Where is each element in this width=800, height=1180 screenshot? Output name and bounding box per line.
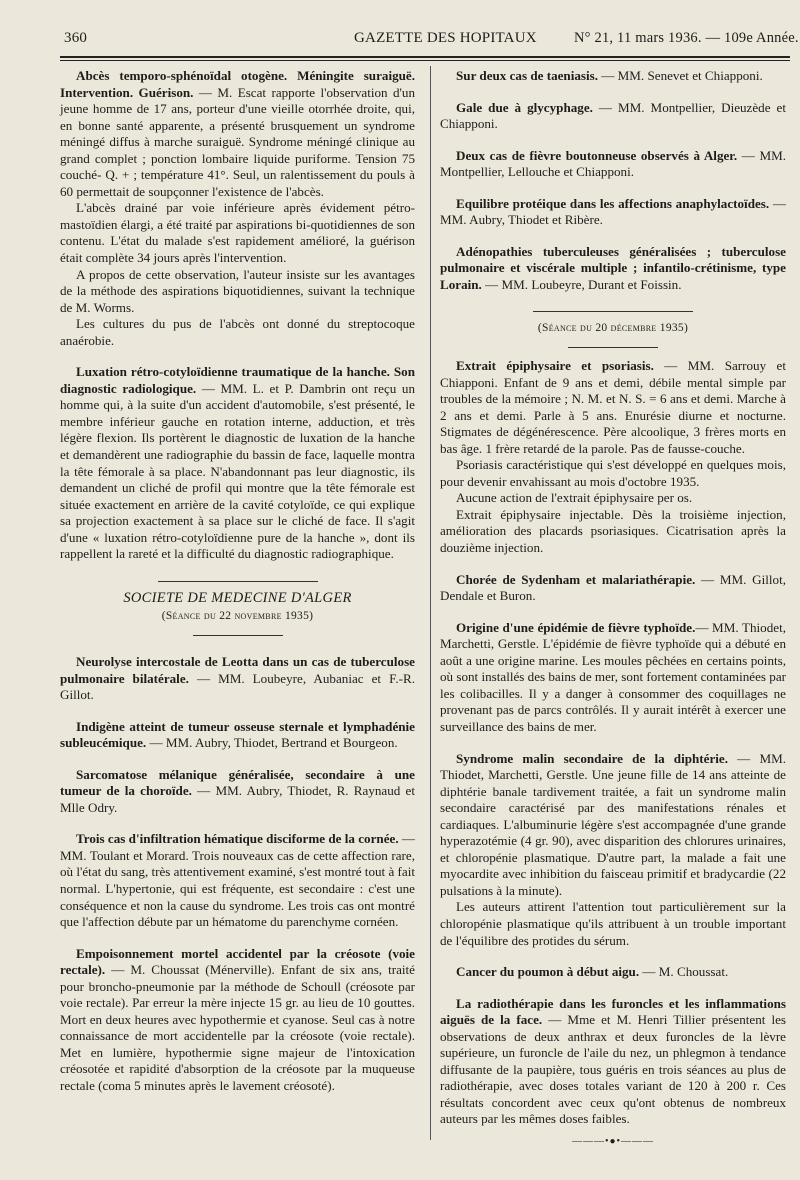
article-text: — MM. L. et P. Dambrin ont reçu un homme qui, à la suite d'un accident d'automobile, s'est présenté, le membre inférieur gauche en rotation interne, adduction, et très légère flexion. Ils portèrent le diagnostic de luxation de la hanche et demandèrent une radiographie du bassin de face, laquelle montra la tête fémorale à sa place. N'abandonnant pas leur diagnostic, ils demandent un cliché de profil qui montre que la tête fémorale est située exactement en arrière de la cavité cotyloïde, ce qui explique sa projection exactement à sa place sur le cliché de face. Il s'agit d'une « luxation rétro-cotyloïdienne pure de la hanche », dont ils rappellent la rareté et la difficulté du diagnostic radiographique. — [60, 380, 415, 562]
communication: Equilibre protéique dans les affections anaphylactoïdes. — MM. Aubry, Thiodet et Ribère. — [440, 195, 786, 228]
seance-date: (Séance du 22 novembre 1935) — [161, 610, 314, 623]
article-title: Luxation rétro-cotyloïdienne traumatique de la hanche. Son diagnostic radiologique. — [60, 364, 415, 396]
section-rule — [533, 311, 693, 312]
communication: Sur deux cas de taeniasis. — MM. Senevet et Chiapponi. — [456, 68, 763, 83]
paragraph: Les auteurs attirent l'attention tout particulièrement sur la chloropénie plasmatique qu'ils attribuent à un trouble important de l'équilibre des protides du sérum. — [440, 899, 786, 948]
right-column — [440, 68, 786, 1151]
communication: Deux cas de fièvre boutonneuse observés à Alger. — MM. Montpellier, Lellouche et Chiapponi. — [440, 147, 786, 180]
communication: Trois cas d'infiltration hématique disciforme de la cornée. — MM. Toulant et Morard. Trois nouveaux cas de cette affection rare, où l'état du sang, très attentivement examiné, s'est montré tout à fait normal. L'hypertonie, qui est fréquente, est secondaire : c'est une conséquence et non la cause du syndrome. Les trois cas ont montré que l'affection débute par un hématome du parenchyme cornéen. — [60, 831, 415, 930]
paragraph: Psoriasis caractéristique qui s'est développé en quelques mois, pour devenir envahissant au mois d'octobre 1935. — [440, 457, 786, 489]
communication: Gale due à glycyphage. — MM. Montpellier, Dieuzède et Chiapponi. — [440, 99, 786, 132]
communication: Empoisonnement mortel accidentel par la créosote (voie rectale). — M. Choussat (Ménerville). Enfant de six ans, traité pour broncho-pneumonie par la méthode de Schoull (créosote par voie rectale). Par erreur la mère injecte 15 gr. au lieu de 10 gouttes. Mort en deux heures avec hypothermie et cyanose. Seul cas à notre connaissance de mort accidentelle par la créosote (voie rectale). Met en lumière, hypothermie signe majeur de l'intoxication créosotée et rapidité d'absorption de la créosote par la muqueuse rectale (coma 5 minutes après le lavement créosoté). — [60, 945, 415, 1093]
paragraph: Les cultures du pus de l'abcès ont donné du streptocoque anaérobie. — [60, 316, 415, 348]
page-header — [64, 28, 799, 50]
article-title: Abcès temporo-sphénoïdal otogène. Méningite suraiguë. Intervention. Guérison. — [60, 68, 415, 100]
paragraph: A propos de cette observation, l'auteur insiste sur les avantages de la méthode des aspirations biquotidiennes, suivant la technique de M. Worms. — [60, 266, 415, 315]
communication: Neurolyse intercostale de Leotta dans un cas de tuberculose pulmonaire bilatérale. — MM. Loubeyre, Aubaniac et F.-R. Gillot. — [60, 653, 415, 703]
left-column — [60, 68, 415, 1095]
communication: Adénopathies tuberculeuses généralisées ; tuberculose pulmonaire et viscérale multiple ; infantilo-crétinisme, type Lorain. — MM. Loubeyre, Durant et Foissin. — [440, 243, 786, 292]
header-rule-thin — [60, 60, 790, 61]
paragraph: L'abcès drainé par voie inférieure après évidement pétro-mastoïdien élargi, a été traité par aspirations bi-quotidiennes de son contenu. L'état du malade s'est rapidement amélioré, la guérison était complète 34 jours après l'intervention. — [60, 200, 415, 266]
section-rule-short — [568, 347, 658, 348]
paragraph: Aucune action de l'extrait épiphysaire per os. — [456, 490, 693, 506]
communication: Syndrome malin secondaire de la diphtérie. — MM. Thiodet, Marchetti, Gerstle. Une jeune fille de 14 ans atteinte de diphtérie banale tardivement traitée, a fait un syndrome malin secondaire caractérisé par des manifestations rénales et cardiaques. L'albuminurie légère s'est accompagnée d'une grande hyperazotémie (4 gr. 90), avec disparition des chlorures urinaires, et chloropénie plasmatique. D'autre part, la malade a fait une myocardite avec inhibition du faisceau primitif et bradycardie (22 pulsations à la minute). — [440, 750, 787, 898]
communication: Origine d'une épidémie de fièvre typhoïde.— MM. Thiodet, Marchetti, Gerstle. L'épidémie de fièvre typhoïde qui a débuté en août a une origine marine. Les moules pêchées en certains points, où sont installés des bains de mer, sont fortement contaminées par les colibacilles. Il y a danger à consommer des coquillages ne provenant pas de parcs contrôlés. Il y aurait intérêt à exercer une surveillance des bains de mer. — [440, 619, 787, 734]
page-number: 360 — [64, 30, 88, 46]
communication: Cancer du poumon à début aigu. — M. Choussat. — [456, 964, 729, 980]
header-rule — [60, 56, 790, 58]
communication: Indigène atteint de tumeur osseuse sternale et lymphadénie subleucémique. — MM. Aubry, Thiodet, Bertrand et Bourgeon. — [60, 718, 415, 751]
journal-title: GAZETTE DES HOPITAUX — [354, 30, 537, 46]
section-rule — [158, 581, 318, 582]
paragraph: Extrait épiphysaire injectable. Dès la troisième injection, amélioration des placards psoriasiques. Cicatrisation après la douzième injection. — [440, 506, 786, 556]
article-text: — M. Escat rapporte l'observation d'un jeune homme de 17 ans, porteur d'une vieille otorrhée droite, qui, en bonne santé apparente, a présenté brusquement un syndrome méningé diffus à marche suraiguë. Syndrome méningé clinique au grand complet ; ponction lombaire liquide puriforme. Tension 75 couché- Q. + ; température 41°. Seul, un ralentissement du pouls à 60 permettait de soupçonner l'existence de l'abcès. — [60, 84, 415, 199]
communication: Extrait épiphysaire et psoriasis. — MM. Sarrouy et Chiapponi. Enfant de 9 ans et demi, débile mental simple par troubles de la mémoire ; N. M. et N. S. = 6 ans et demi. Marche à 2 ans et demi. Parle à 5 ans. Enurésie diurne et nocturne. Stigmates de dégénérescence. Père alcoolique, 3 frères morts en bas âge. 1 frère retardé de la parole. Pas de fausse-couche. — [440, 358, 786, 456]
communication: Chorée de Sydenham et malariathérapie. — MM. Gillot, Dendale et Buron. — [440, 571, 786, 604]
seance-date: (Séance du 20 décembre 1935) — [537, 322, 689, 335]
society-heading: SOCIETE DE MEDECINE D'ALGER — [123, 589, 352, 606]
section-rule-short — [193, 635, 283, 636]
issue-line: N° 21, 11 mars 1936. — 109e Année. — [574, 30, 799, 46]
communication: La radiothérapie dans les furoncles et les inflammations aiguës de la face. — Mme et M. Henri Tillier présentent les observations de deux anthrax et deux furoncles de la lèvre supérieure, un furoncle de l'aile du nez, un phlegmon à tendance diffusante de la paupière, tous guéris en trois séances au plus de radiothérapie, avec doses totales variant de 120 à 200 r. Ces résultats concordent avec ceux qu'ont obtenus de nombreux auteurs par les mêmes doses faibles. — [440, 995, 786, 1127]
article-luxation — [60, 364, 415, 563]
communication: Sarcomatose mélanique généralisée, secondaire à une tumeur de la choroïde. — MM. Aubry, Thiodet, R. Raynaud et Mlle Odry. — [60, 766, 415, 815]
article-abces — [60, 68, 415, 200]
column-separator — [430, 66, 431, 1140]
end-ornament: ———•●•——— — [571, 1135, 655, 1147]
